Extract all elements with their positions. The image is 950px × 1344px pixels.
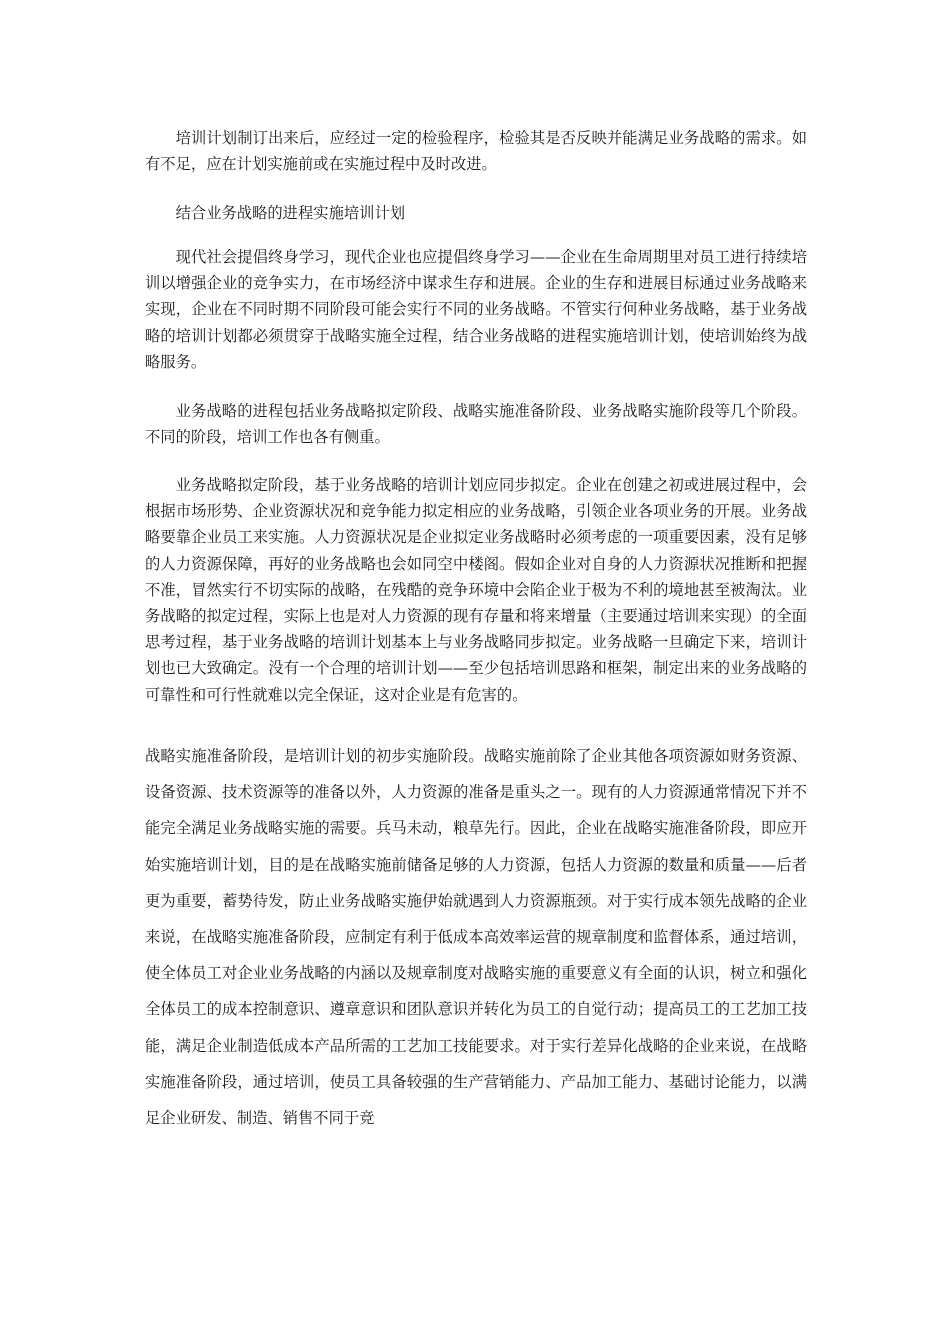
paragraph-plan-verification: 培训计划制订出来后，应经过一定的检验程序，检验其是否反映并能满足业务战略的需求。如有不足，应在计划实施前或在实施过程中及时改进。	[145, 129, 807, 174]
paragraph-implementation-preparation: 战略实施准备阶段，是培训计划的初步实施阶段。战略实施前除了企业其他各项资源如财务资源、设备资源、技术资源等的准备以外，人力资源的准备是重头之一。现有的人力资源通常情况下并不能完全满足业务战略实施的需要。兵马未动，粮草先行。因此，企业在战略实施准备阶段，即应开始实施培训计划，目的是在战略实施前储备足够的人力资源，包括人力资源的数量和质量——后者更为重要，蓄势待发，防止业务战略实施伊始就遇到人力资源瓶颈。对于实行成本领先战略的企业来说，在战略实施准备阶段，应制定有利于低成本高效率运营的规章制度和监督体系，通过培训，使全体员工对企业业务战略的内涵以及规章制度对战略实施的重要意义有全面的认识，树立和强化全体员工的成本控制意识、遵章意识和团队意识并转化为员工的自觉行动；提高员工的工艺加工技能，满足企业制造低成本产品所需的工艺加工技能要求。对于实行差异化战略的企业来说，在战略实施准备阶段，通过培训，使员工具备较强的生产营销能力、产品加工能力、基础讨论能力，以满足企业研发、制造、销售不同于竞	[145, 747, 807, 1128]
paragraph-strategy-formulation: 业务战略拟定阶段，基于业务战略的培训计划应同步拟定。企业在创建之初或进展过程中，会根据市场形势、企业资源状况和竞争能力拟定相应的业务战略，引领企业各项业务的开展。业务战略要靠企业员工来实施。人力资源状况是企业拟定业务战略时必须考虑的一项重要因素，没有足够的人力资源保障，再好的业务战略也会如同空中楼阁。假如企业对自身的人力资源状况推断和把握不准，冒然实行不切实际的战略，在残酷的竞争环境中会陷企业于极为不利的境地甚至被淘汰。业务战略的拟定过程，实际上也是对人力资源的现有存量和将来增量（主要通过培训来实现）的全面思考过程，基于业务战略的培训计划基本上与业务战略同步拟定。业务战略一旦确定下来，培训计划也已大致确定。没有一个合理的培训计划——至少包括培训思路和框架，制定出来的业务战略的可靠性和可行性就难以完全保证，这对企业是有危害的。	[145, 476, 807, 704]
section-heading: 结合业务战略的进程实施培训计划	[175, 204, 406, 222]
paragraph-strategy-stages: 业务战略的进程包括业务战略拟定阶段、战略实施准备阶段、业务战略实施阶段等几个阶段。不同的阶段，培训工作也各有侧重。	[145, 402, 807, 447]
paragraph-lifelong-learning: 现代社会提倡终身学习，现代企业也应提倡终身学习——企业在生命周期里对员工进行持续培训以增强企业的竞争实力，在市场经济中谋求生存和进展。企业的生存和进展目标通过业务战略来实现，企业在不同时期不同阶段可能会实行不同的业务战略。不管实行何种业务战略，基于业务战略的培训计划都必须贯穿于战略实施全过程，结合业务战略的进程实施培训计划，使培训始终为战略服务。	[145, 248, 807, 371]
